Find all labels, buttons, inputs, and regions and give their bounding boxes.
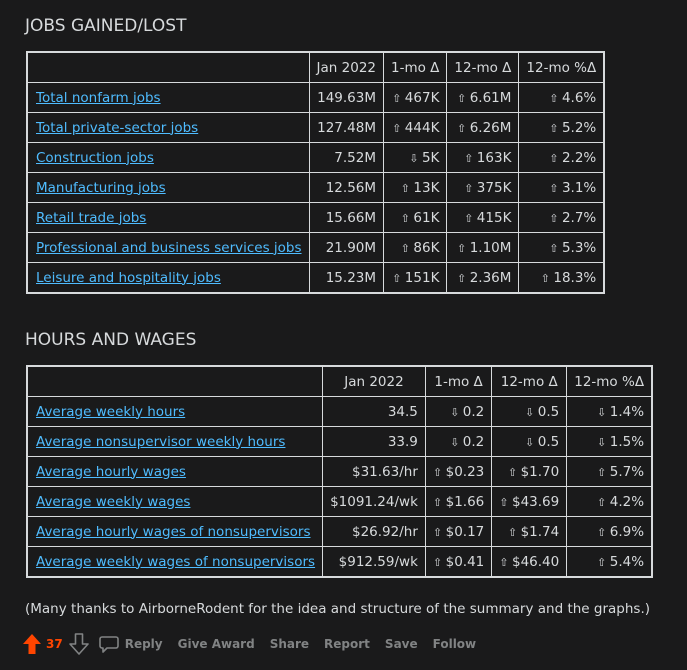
- change-down-value: ⇩ 1.5%: [597, 434, 644, 450]
- hours-wages-table: [26, 365, 653, 578]
- table-row: [27, 233, 604, 263]
- save-button[interactable]: Save: [384, 637, 418, 651]
- comment-action-bar: [22, 632, 491, 656]
- change-down-value: ⇩ 0.2: [450, 404, 484, 420]
- column-header: Jan 2022: [309, 52, 383, 83]
- row-name-cell: [27, 263, 309, 294]
- one-month-change-cell: [425, 397, 491, 427]
- twelve-month-change-cell: [447, 113, 519, 143]
- change-up-value: ⇧ $0.41: [433, 554, 484, 570]
- table-row: [27, 397, 652, 427]
- table-row: [27, 113, 604, 143]
- twelve-month-pct-change-cell: [519, 83, 604, 113]
- row-name-cell: [27, 517, 323, 547]
- change-up-value: ⇧ 1.10M: [457, 240, 511, 256]
- change-up-value: ⇧ 5.4%: [597, 554, 644, 570]
- table-row: [27, 427, 652, 457]
- twelve-month-pct-change-cell: [519, 263, 604, 294]
- twelve-month-change-cell: [447, 173, 519, 203]
- change-up-value: ⇧ 13K: [401, 180, 440, 196]
- one-month-change-cell: [384, 173, 447, 203]
- twelve-month-pct-change-cell: [519, 203, 604, 233]
- value-cell: 15.23M: [309, 263, 383, 294]
- column-header: [27, 52, 309, 83]
- change-up-value: ⇧ 467K: [392, 90, 439, 106]
- one-month-change-cell: [384, 83, 447, 113]
- twelve-month-pct-change-cell: [519, 143, 604, 173]
- change-up-value: ⇧ $43.69: [499, 494, 559, 510]
- one-month-change-cell: [425, 487, 491, 517]
- change-up-value: ⇧ 151K: [392, 270, 439, 286]
- change-down-value: ⇩ 0.2: [450, 434, 484, 450]
- give-award-button[interactable]: Give Award: [177, 637, 255, 651]
- twelve-month-pct-change-cell: [519, 113, 604, 143]
- value-cell: 7.52M: [309, 143, 383, 173]
- value-cell: 12.56M: [309, 173, 383, 203]
- row-link[interactable]: Average weekly wages of nonsupervisors: [36, 553, 316, 570]
- twelve-month-change-cell: [492, 427, 567, 457]
- value-cell: 15.66M: [309, 203, 383, 233]
- row-name-cell: [27, 233, 309, 263]
- row-link[interactable]: Retail trade jobs: [36, 209, 147, 226]
- change-up-value: ⇧ $1.66: [433, 494, 484, 510]
- column-header: 1-mo Δ: [384, 52, 447, 83]
- row-name-cell: [27, 173, 309, 203]
- change-up-value: ⇧ 3.1%: [549, 180, 596, 196]
- table-row: [27, 517, 652, 547]
- value-cell: 34.5: [323, 397, 426, 427]
- row-name-cell: [27, 83, 309, 113]
- change-up-value: ⇧ $1.74: [508, 524, 559, 540]
- row-name-cell: [27, 487, 323, 517]
- twelve-month-change-cell: [447, 83, 519, 113]
- table-row: [27, 173, 604, 203]
- upvote-arrow-icon[interactable]: [22, 633, 42, 655]
- change-up-value: ⇧ 2.2%: [549, 150, 596, 166]
- column-header: 12-mo Δ: [447, 52, 519, 83]
- reply-button[interactable]: [99, 635, 163, 653]
- table-row: [27, 83, 604, 113]
- twelve-month-change-cell: [492, 397, 567, 427]
- value-cell: 33.9: [323, 427, 426, 457]
- value-cell: 127.48M: [309, 113, 383, 143]
- twelve-month-pct-change-cell: [567, 427, 652, 457]
- twelve-month-change-cell: [447, 203, 519, 233]
- column-header: 1-mo Δ: [425, 366, 491, 397]
- row-link[interactable]: Average hourly wages: [36, 463, 186, 480]
- hours-section-title: HOURS AND WAGES: [25, 330, 197, 350]
- hours-header-row: [27, 366, 652, 397]
- reply-label: Reply: [124, 637, 163, 651]
- change-up-value: ⇧ 375K: [464, 180, 511, 196]
- change-up-value: ⇧ 6.9%: [597, 524, 644, 540]
- row-name-cell: [27, 113, 309, 143]
- one-month-change-cell: [384, 203, 447, 233]
- twelve-month-pct-change-cell: [567, 517, 652, 547]
- row-name-cell: [27, 547, 323, 578]
- share-button[interactable]: Share: [269, 637, 310, 651]
- table-row: [27, 203, 604, 233]
- table-row: [27, 547, 652, 578]
- row-name-cell: [27, 427, 323, 457]
- downvote-arrow-icon[interactable]: [69, 633, 89, 655]
- value-cell: $26.92/hr: [323, 517, 426, 547]
- row-link[interactable]: Average weekly hours: [36, 403, 186, 420]
- change-up-value: ⇧ 415K: [464, 210, 511, 226]
- table-row: [27, 263, 604, 294]
- change-up-value: ⇧ $0.23: [433, 464, 484, 480]
- value-cell: $912.59/wk: [323, 547, 426, 578]
- change-down-value: ⇩ 5K: [409, 150, 439, 166]
- column-header: 12-mo %Δ: [519, 52, 604, 83]
- row-link[interactable]: Total nonfarm jobs: [36, 89, 161, 106]
- table-row: [27, 487, 652, 517]
- column-header: 12-mo %Δ: [567, 366, 652, 397]
- row-name-cell: [27, 457, 323, 487]
- twelve-month-change-cell: [492, 457, 567, 487]
- twelve-month-change-cell: [447, 233, 519, 263]
- value-cell: $1091.24/wk: [323, 487, 426, 517]
- change-up-value: ⇧ 2.36M: [457, 270, 511, 286]
- row-name-cell: [27, 143, 309, 173]
- change-down-value: ⇩ 1.4%: [597, 404, 644, 420]
- table-row: [27, 457, 652, 487]
- one-month-change-cell: [425, 457, 491, 487]
- twelve-month-pct-change-cell: [567, 457, 652, 487]
- change-up-value: ⇧ 163K: [464, 150, 511, 166]
- change-up-value: ⇧ 4.6%: [549, 90, 596, 106]
- twelve-month-change-cell: [492, 487, 567, 517]
- jobs-table: [26, 51, 605, 294]
- row-link[interactable]: Manufacturing jobs: [36, 179, 166, 196]
- row-link[interactable]: Average hourly wages of nonsupervisors: [36, 523, 311, 540]
- change-up-value: ⇧ 5.3%: [549, 240, 596, 256]
- jobs-header-row: [27, 52, 604, 83]
- change-up-value: ⇧ 5.2%: [549, 120, 596, 136]
- twelve-month-pct-change-cell: [519, 233, 604, 263]
- column-header: 12-mo Δ: [492, 366, 567, 397]
- jobs-section-title: JOBS GAINED/LOST: [25, 16, 187, 36]
- one-month-change-cell: [384, 263, 447, 294]
- one-month-change-cell: [384, 143, 447, 173]
- twelve-month-change-cell: [492, 517, 567, 547]
- row-name-cell: [27, 397, 323, 427]
- one-month-change-cell: [425, 547, 491, 578]
- twelve-month-pct-change-cell: [567, 547, 652, 578]
- row-name-cell: [27, 203, 309, 233]
- one-month-change-cell: [425, 517, 491, 547]
- thanks-note: (Many thanks to AirborneRodent for the idea and structure of the summary and the graphs.): [25, 601, 651, 617]
- column-header: [27, 366, 323, 397]
- change-up-value: ⇧ 444K: [392, 120, 439, 136]
- value-cell: 21.90M: [309, 233, 383, 263]
- follow-button[interactable]: Follow: [432, 637, 477, 651]
- change-up-value: ⇧ 6.26M: [457, 120, 511, 136]
- comment-bubble-icon: [99, 635, 119, 653]
- change-up-value: ⇧ $46.40: [499, 554, 559, 570]
- twelve-month-pct-change-cell: [567, 397, 652, 427]
- change-up-value: ⇧ 6.61M: [457, 90, 511, 106]
- value-cell: 149.63M: [309, 83, 383, 113]
- table-row: [27, 143, 604, 173]
- change-up-value: ⇧ $1.70: [508, 464, 559, 480]
- change-up-value: ⇧ 4.2%: [597, 494, 644, 510]
- value-cell: $31.63/hr: [323, 457, 426, 487]
- twelve-month-change-cell: [447, 143, 519, 173]
- row-link[interactable]: Professional and business services jobs: [36, 239, 302, 256]
- twelve-month-pct-change-cell: [519, 173, 604, 203]
- one-month-change-cell: [384, 113, 447, 143]
- report-button[interactable]: Report: [324, 637, 370, 651]
- twelve-month-change-cell: [492, 547, 567, 578]
- row-link[interactable]: Average nonsupervisor weekly hours: [36, 433, 286, 450]
- change-down-value: ⇩ 0.5: [525, 434, 559, 450]
- vote-score: 37: [46, 637, 63, 651]
- change-up-value: ⇧ 61K: [401, 210, 440, 226]
- change-up-value: ⇧ $0.17: [433, 524, 484, 540]
- column-header: Jan 2022: [323, 366, 426, 397]
- change-up-value: ⇧ 5.7%: [597, 464, 644, 480]
- twelve-month-change-cell: [447, 263, 519, 294]
- one-month-change-cell: [425, 427, 491, 457]
- change-up-value: ⇧ 2.7%: [549, 210, 596, 226]
- change-up-value: ⇧ 18.3%: [541, 270, 597, 286]
- row-link[interactable]: Construction jobs: [36, 149, 154, 166]
- one-month-change-cell: [384, 233, 447, 263]
- row-link[interactable]: Total private-sector jobs: [36, 119, 199, 136]
- row-link[interactable]: Average weekly wages: [36, 493, 191, 510]
- twelve-month-pct-change-cell: [567, 487, 652, 517]
- row-link[interactable]: Leisure and hospitality jobs: [36, 269, 221, 286]
- change-down-value: ⇩ 0.5: [525, 404, 559, 420]
- change-up-value: ⇧ 86K: [401, 240, 440, 256]
